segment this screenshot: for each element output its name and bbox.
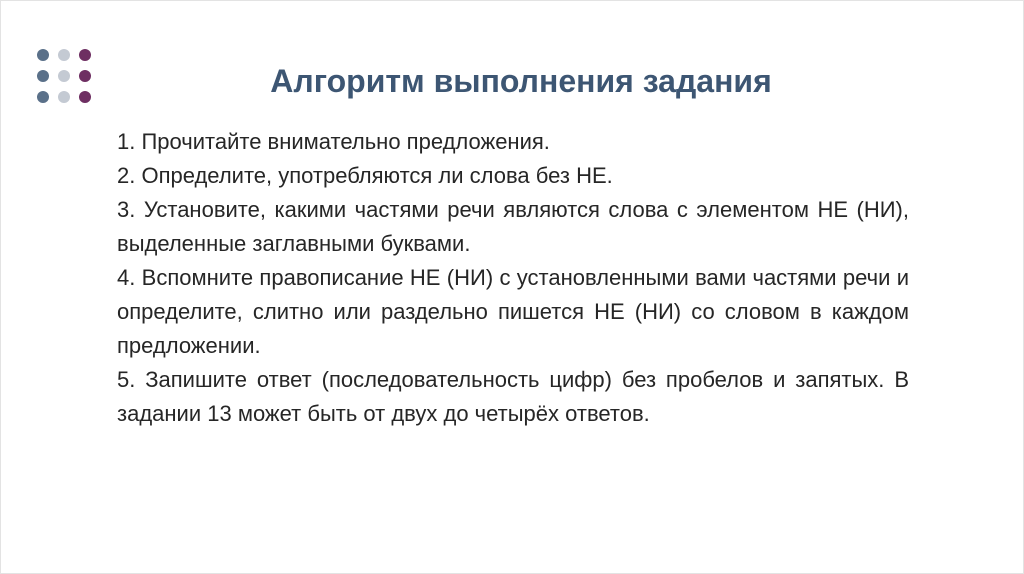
step-5: 5. Запишите ответ (последовательность цифр) без пробелов и запятых. В задании 13 может быть от двух до четырёх ответов. <box>117 367 909 426</box>
decor-dot <box>58 91 70 103</box>
dot-grid-icon <box>37 49 93 105</box>
decor-dot <box>58 49 70 61</box>
decor-dot <box>58 70 70 82</box>
slide-title: Алгоритм выполнения задания <box>270 63 772 99</box>
decor-dot <box>79 49 91 61</box>
step-1: 1. Прочитайте внимательно предложения. <box>117 129 550 154</box>
step-2: 2. Определите, употребляются ли слова без НЕ. <box>117 163 613 188</box>
decor-dot <box>37 70 49 82</box>
decor-dot <box>79 91 91 103</box>
steps-list <box>117 125 909 431</box>
step-3: 3. Установите, какими частями речи являются слова с элементом НЕ (НИ), выделенные заглавными буквами. <box>117 197 909 256</box>
decor-dot <box>37 91 49 103</box>
decor-dot <box>37 49 49 61</box>
step-4: 4. Вспомните правописание НЕ (НИ) с установленными вами частями речи и определите, слитно или раздельно пишется НЕ (НИ) со словом в каждом предложении. <box>117 265 909 358</box>
decor-dot <box>79 70 91 82</box>
